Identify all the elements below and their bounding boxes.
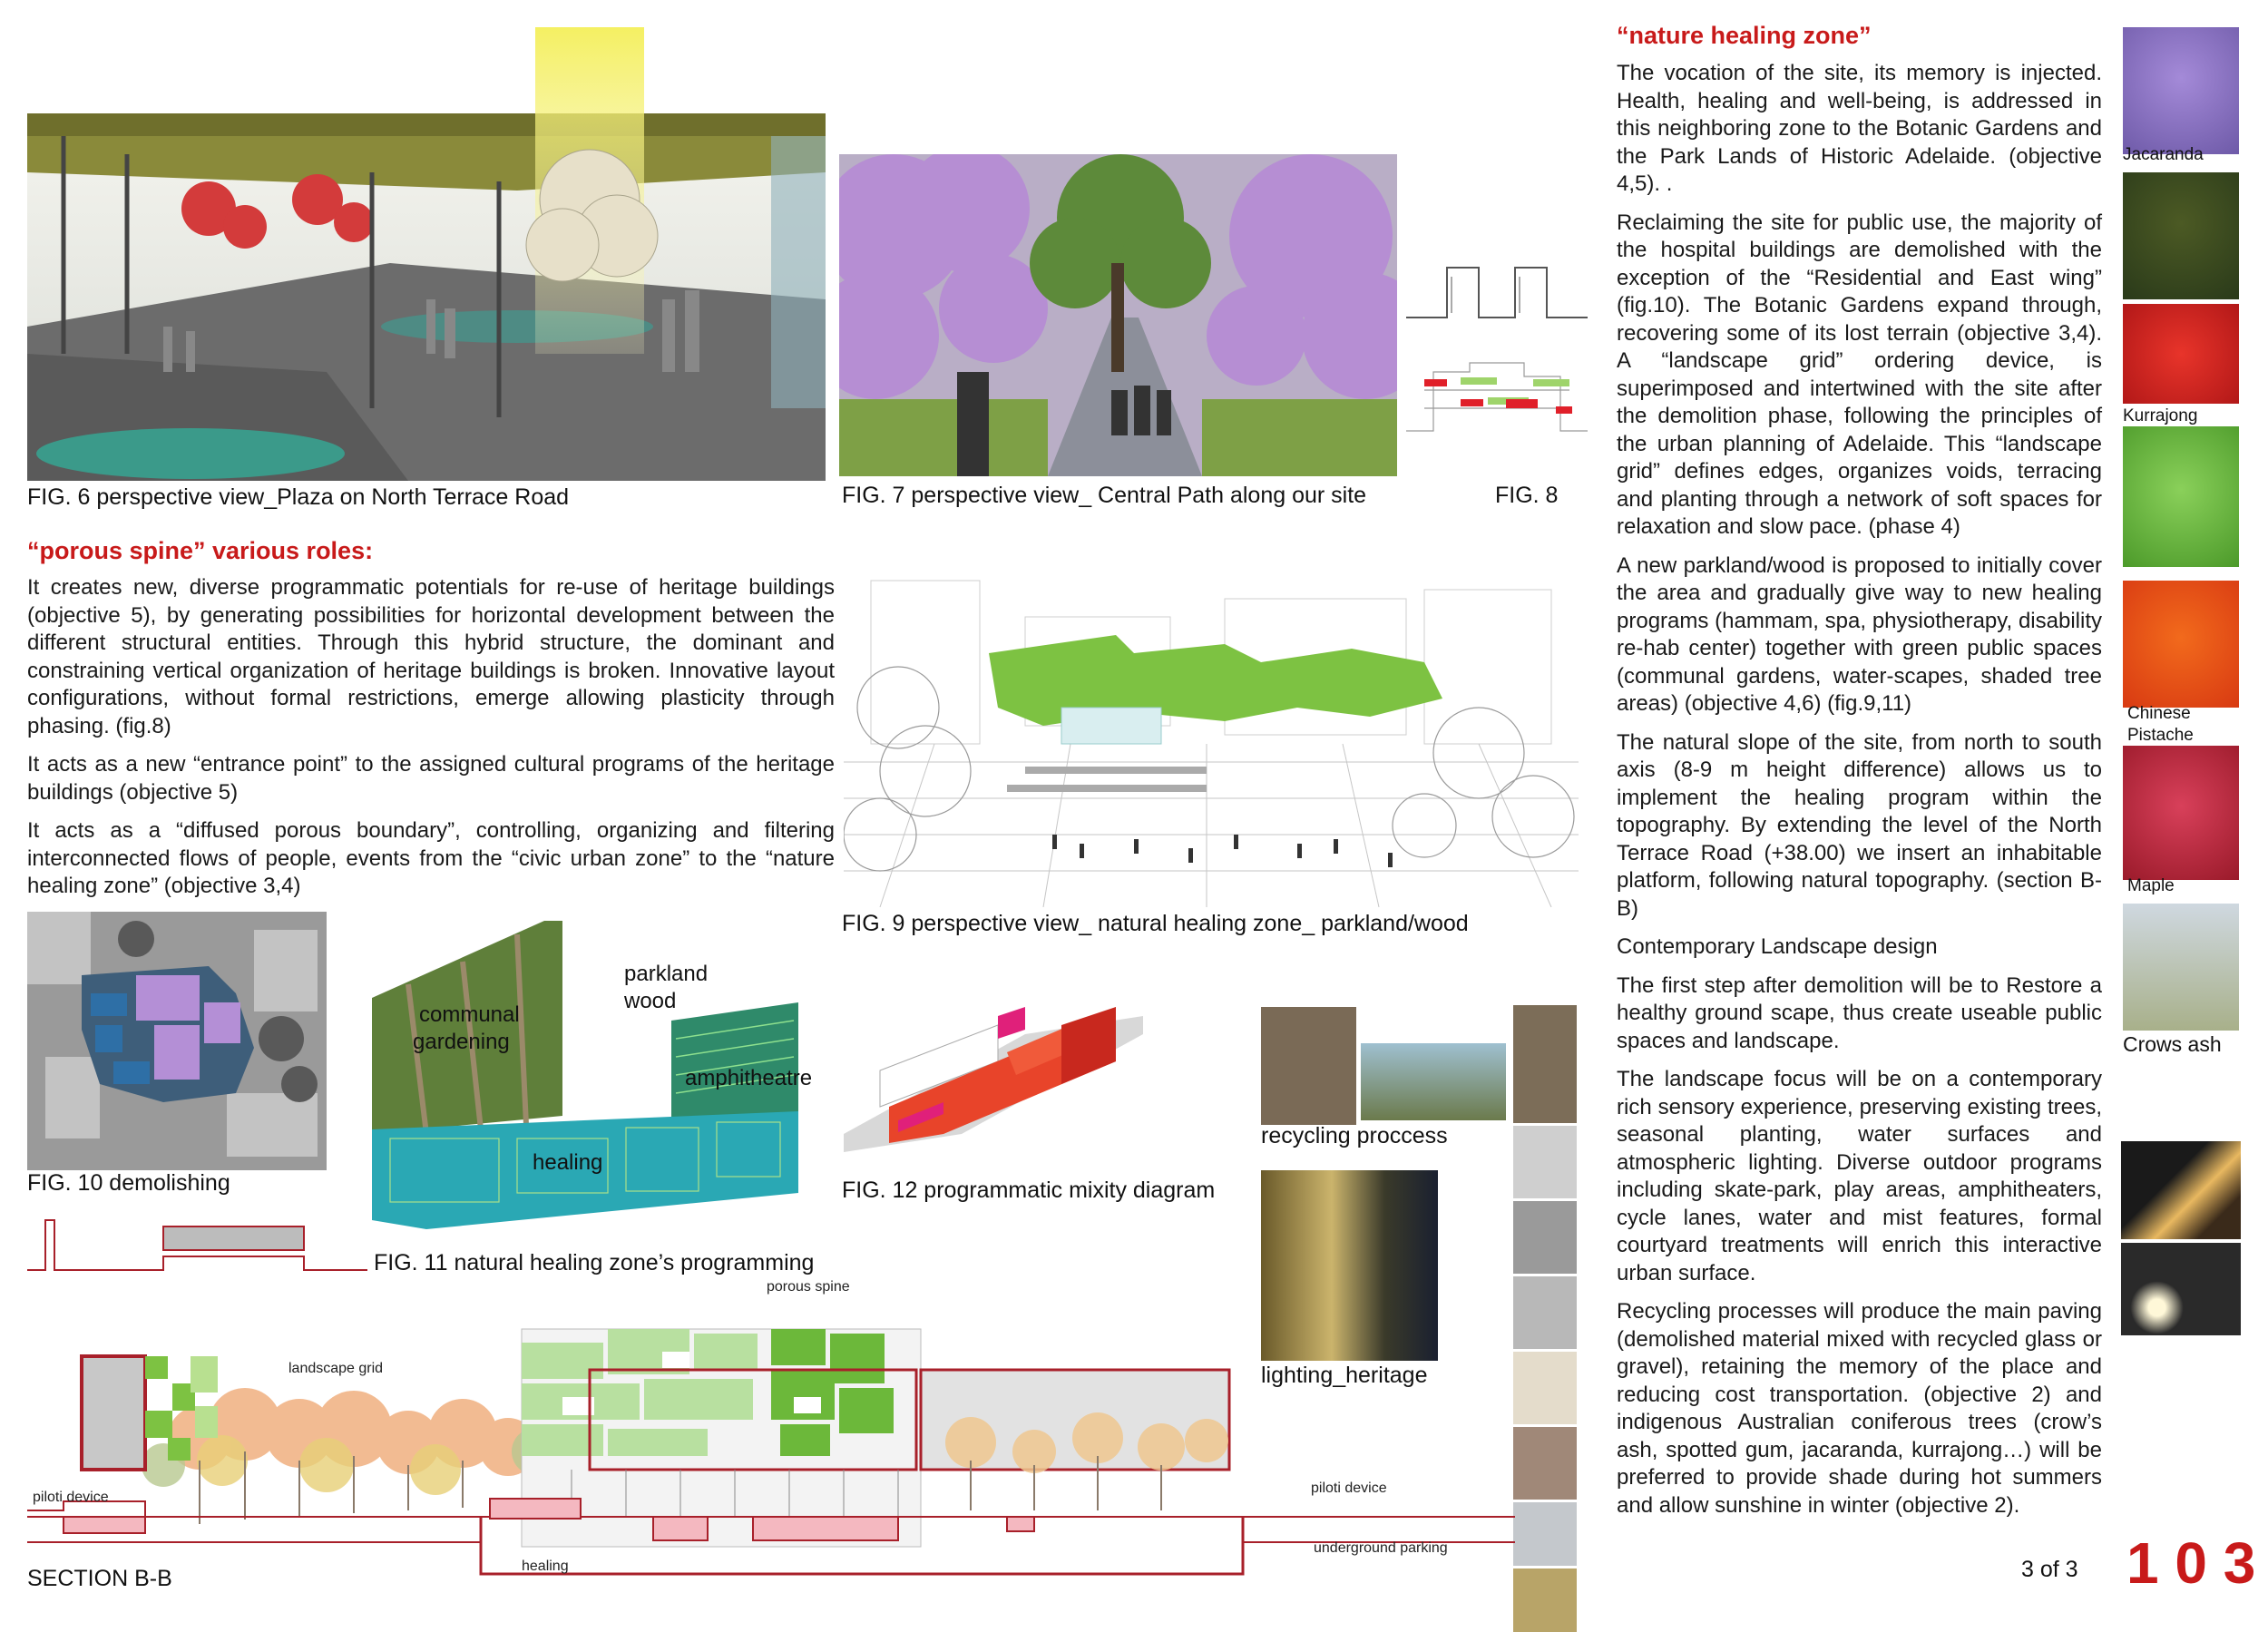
swatch-sand — [1513, 1352, 1577, 1424]
swatch-gravel — [1513, 1201, 1577, 1274]
tree-photo-chinese-pistache — [2123, 581, 2239, 708]
fig10-caption: FIG. 10 demolishing — [27, 1170, 230, 1196]
lighting-photo-2 — [2121, 1243, 2241, 1335]
fig11-caption: FIG. 11 natural healing zone’s programming — [374, 1250, 815, 1275]
lighting-caption: lighting_heritage — [1261, 1363, 1428, 1388]
lighting-photo-1 — [2121, 1141, 2241, 1239]
fig11-label-communal: communal — [419, 1002, 520, 1027]
fig6-image — [27, 27, 826, 481]
tree-label-kurrajong: Kurrajong — [2123, 406, 2198, 425]
swatch-concrete — [1513, 1126, 1577, 1198]
tree-label-pistache: Pistache — [2127, 726, 2194, 745]
section-label-healing: healing — [522, 1559, 569, 1574]
fig11-label-parkland: parkland — [624, 962, 709, 986]
fig10-aerial — [27, 912, 327, 1170]
recycling-caption: recycling proccess — [1261, 1123, 1448, 1148]
fig9-caption: FIG. 9 perspective view_ natural healing zone_ parkland/wood — [842, 911, 1469, 936]
section-label-piloti-right: piloti device — [1311, 1481, 1387, 1496]
recycling-photo-1 — [1261, 1007, 1356, 1125]
nature-paragraph-2: Reclaiming the site for public use, the majority of the hospital buildings are demolished with the exception of the “Residential and East wing” (fig.10). The Botanic Gardens expand through, recovering some of its lost terrain (objective 3,4). A “landscape grid” ordering device, is superimposed and intertwined with the site after the demolition phase, following the principles of the urban planning of Adelaide. This “landscape grid” defines edges, organizes voids, terracing and planting through a network of soft spaces for relaxation and slow pace. (phase 4) — [1617, 210, 2102, 539]
nature-paragraph-6: The first step after demolition will be to Restore a healthy ground scape, thus create useable public spaces and landscape. — [1617, 972, 2102, 1053]
nature-healing-text — [1617, 60, 2102, 1530]
nature-paragraph-4: The natural slope of the site, from north to south axis (8-9 m height difference) allows us to implement the healing program within the topography. By extending the level of the North Terrace Road (+38.00) we insert an inhabitable platform, following natural topography. (section B-B) — [1617, 729, 2102, 921]
nature-paragraph-3: A new parkland/wood is proposed to initially cover the area and gradually give way to new healing programs (hammam, spa, physiotherapy, disability re-hab center) together with green public spaces (communal gardens, water-scapes, shaded tree areas) (objective 4,6) (fig.9,11) — [1617, 552, 2102, 716]
material-swatches — [1513, 1005, 1577, 1597]
tree-photo-maple — [2123, 746, 2239, 880]
section-label-underground: underground parking — [1314, 1540, 1448, 1556]
tree-label-maple: Maple — [2127, 876, 2175, 895]
fig8-diagram — [1406, 263, 1588, 435]
tree-photo-crows-ash — [2123, 904, 2239, 1031]
fig12-mixity-diagram — [844, 998, 1143, 1161]
swatch-debris — [1513, 1005, 1577, 1123]
fig11-label-amphitheatre: amphitheatre — [685, 1066, 813, 1090]
fig11-label-healing: healing — [533, 1150, 603, 1175]
page-number: 1 0 3 — [2126, 1530, 2256, 1596]
fig7-caption: FIG. 7 perspective view_ Central Path along our site — [842, 483, 1367, 508]
porous-paragraph-2: It acts as a new “entrance point” to the assigned cultural programs of the heritage buildings (objective 5) — [27, 752, 835, 805]
swatch-terracotta — [1513, 1427, 1577, 1500]
nature-paragraph-5: Contemporary Landscape design — [1617, 934, 1938, 959]
section-label-porous-spine: porous spine — [767, 1279, 850, 1295]
nature-paragraph-7: The landscape focus will be on a contemporary rich sensory experience, preserving existing trees, seasonal planting, water surfaces and atmospheric lighting. Diverse outdoor programs including skate-park, play areas, amphitheaters, cycle lanes, water and mist features, formal courtyard treatments will enrich this interactive urban surface. — [1617, 1067, 2102, 1285]
fig10-profile-diagram — [27, 1216, 367, 1279]
fig11-label-wood: wood — [624, 989, 677, 1013]
tree-photo-green — [2123, 426, 2239, 567]
tree-label-jacaranda: Jacaranda — [2123, 145, 2204, 164]
fig11-label-gardening: gardening — [413, 1030, 510, 1054]
fig8-caption: FIG. 8 — [1495, 483, 1559, 508]
fig12-caption: FIG. 12 programmatic mixity diagram — [842, 1178, 1216, 1203]
fig7-image — [839, 154, 1397, 476]
tree-label-crows-ash: Crows ash — [2123, 1032, 2222, 1056]
tree-photo-kurrajong — [2123, 172, 2239, 299]
fig9-image — [844, 562, 1579, 907]
section-label-piloti-left: piloti device — [33, 1490, 109, 1505]
tree-photo-jacaranda — [2123, 27, 2239, 154]
section-label-landscape-grid: landscape grid — [288, 1361, 384, 1376]
porous-paragraph-3: It acts as a “diffused porous boundary”, controlling, organizing and filtering interconnected flows of people, events from the “civic urban zone” to the “nature healing zone” (objective 3,4) — [27, 818, 835, 898]
porous-spine-heading: “porous spine” various roles: — [27, 537, 374, 564]
swatch-stone — [1513, 1502, 1577, 1566]
tree-label-chinese: Chinese — [2127, 704, 2191, 723]
tree-photo-kurrajong-red — [2123, 304, 2239, 404]
nature-healing-heading: “nature healing zone” — [1617, 22, 1872, 49]
nature-paragraph-8: Recycling processes will produce the main paving (demolished material mixed with recycled glass or gravel), retaining the memory of the place and reducing cost transportation. (objective 2) and indigenous Australian coniferous trees (crow’s ash, spotted gum, jacaranda, kurrajong…) will be preferred to provide shade during hot summers and allow sunshine in winter (objective 2). — [1617, 1299, 2102, 1518]
fig6-caption: FIG. 6 perspective view_Plaza on North Terrace Road — [27, 484, 570, 510]
porous-spine-text — [27, 574, 835, 912]
section-bb-drawing — [27, 1279, 1515, 1583]
swatch-glass — [1513, 1276, 1577, 1349]
nature-paragraph-1: The vocation of the site, its memory is injected. Health, healing and well-being, is addressed in this neighboring zone to the Botanic Gardens and the Park Lands of Historic Adelaide. (objective 4,5). . — [1617, 61, 2102, 196]
section-title: SECTION B-B — [27, 1566, 172, 1591]
swatch-ochre — [1513, 1568, 1577, 1632]
recycling-photo-2 — [1361, 1043, 1506, 1120]
page-indicator: 3 of 3 — [2021, 1557, 2078, 1582]
porous-paragraph-1: It creates new, diverse programmatic potentials for re-use of heritage buildings (objective 5), by generating possibilities for horizontal development between the different structural entities. Through this hybrid structure, the dominant and constraining vertical organization of heritage buildings is broken. Innovative layout configurations, without formal restrictions, emerge allowing plasticity through phasing. (fig.8) — [27, 575, 835, 738]
